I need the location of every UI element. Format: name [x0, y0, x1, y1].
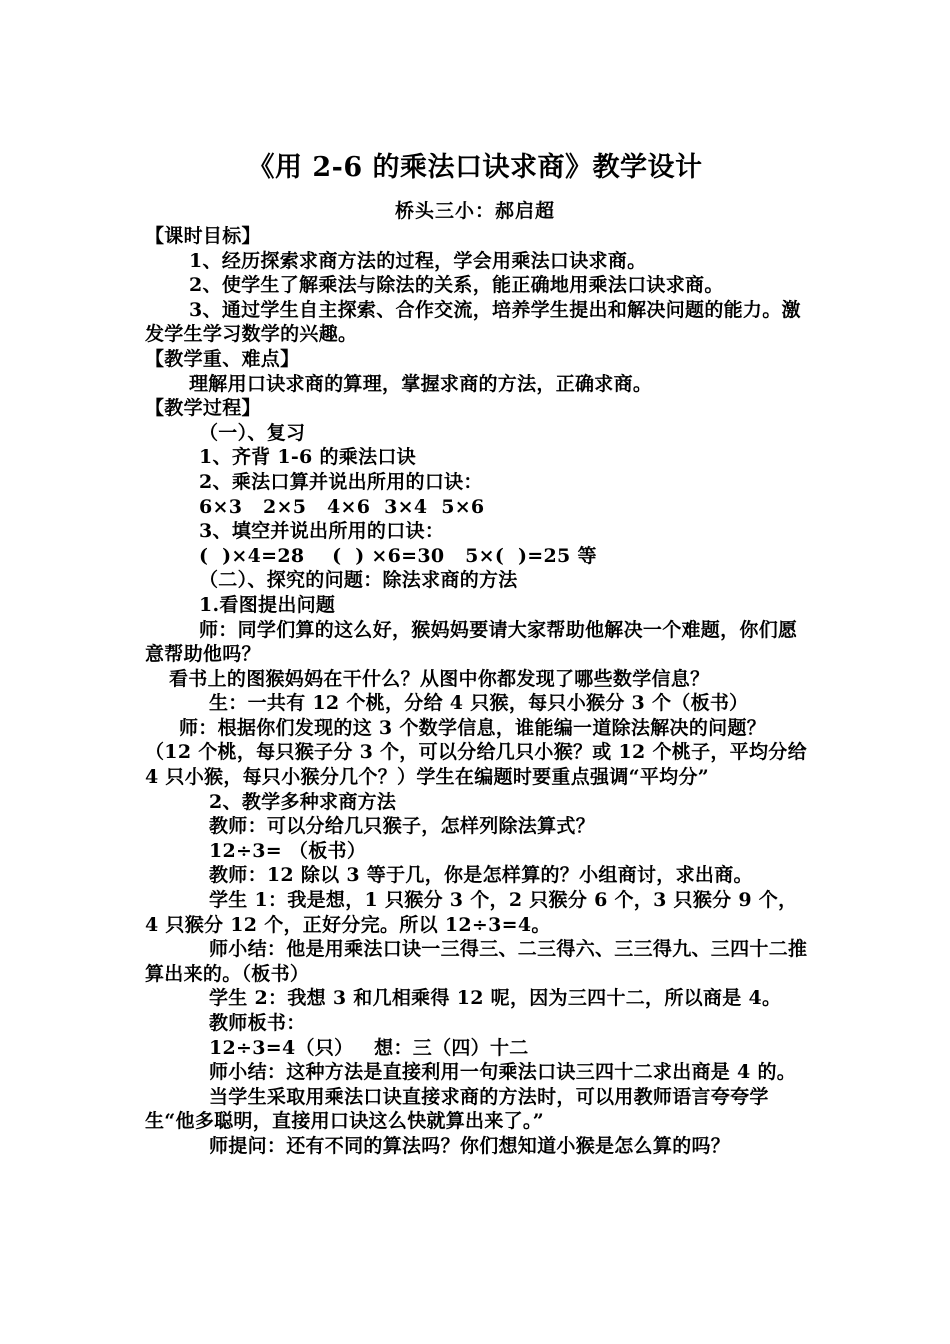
paragraph-student-1: 学生 1：我是想，1 只猴分 3 个，2 只猴分 6 个，3 只猴分 9 个，4 只猴分 12 个，正好分完。所以 12÷3=4。 — [145, 889, 798, 936]
paragraph-teacher-followup: 师提问：还有不同的算法吗？你们想知道小猴是怎么算的吗？ — [209, 1134, 731, 1157]
paragraph-teacher-division: 教师：可以分给几只猴子，怎样列除法算式？ — [209, 815, 596, 838]
section-header-keypoints: 【教学重、难点】 — [145, 347, 300, 370]
review-item-3-exercises: ( )×4=28 ( ) ×6=30 5×( )=25 等 — [199, 544, 597, 567]
paragraph-summary-2: 师小结：这种方法是直接利用一句乘法口诀三四十二求出商是 4 的。 — [209, 1061, 797, 1084]
goal-item-3: 3、通过学生自主探索、合作交流，培养学生提出和解决问题的能力。激发学生学习数学的兴趣。 — [145, 298, 801, 346]
explore-heading: （二）、探究的问题：除法求商的方法 — [199, 569, 518, 592]
keypoints-text: 理解用口诀求商的算理，掌握求商的方法，正确求商。 — [189, 372, 653, 395]
author-line: 桥头三小：郝启超 — [394, 200, 555, 222]
goal-item-2: 2、使学生了解乘法与除法的关系，能正确地用乘法口诀求商。 — [189, 274, 724, 297]
paragraph-board-expression: 12÷3= （板书） — [209, 839, 367, 862]
paragraph-teacher-question: 师：根据你们发现的这 3 个数学信息，谁能编一道除法解决的问题？（12 个桃，每只猴子分 3 个，可以分给几只小猴？或 12 个桃子，平均分给 4 只小猴，每只小猴分几个？）学生在编题时要重点强调“平均分” — [145, 716, 807, 789]
paragraph-praise: 当学生采取用乘法口诀直接求商的方法时，可以用教师语言夸夸学生“他多聪明，直接用口诀这么快就算出来了。” — [145, 1085, 769, 1133]
paragraph-board-result: 12÷3=4（只） 想：三（四）十二 — [209, 1036, 529, 1059]
explore-item-2: 2、教学多种求商方法 — [209, 790, 397, 813]
paragraph-student-answer: 生：一共有 12 个桃，分给 4 只猴，每只小猴分 3 个（板书） — [209, 692, 749, 715]
section-header-process: 【教学过程】 — [145, 397, 261, 420]
paragraph-student-2: 学生 2：我想 3 和几相乘得 12 呢，因为三四十二，所以商是 4。 — [209, 987, 782, 1010]
paragraph-summary-1: 师小结：他是用乘法口诀一三得三、二三得六、三三得九、三四十二推算出来的。（板书） — [145, 938, 808, 985]
review-item-1: 1、齐背 1-6 的乘法口诀 — [199, 446, 416, 469]
paragraph-look-picture: 看书上的图猴妈妈在干什么？从图中你都发现了哪些数学信息？ — [169, 667, 710, 690]
review-item-2-exercises: 6×3 2×5 4×6 3×4 5×6 — [199, 495, 485, 518]
paragraph-teacher-intro: 师：同学们算的这么好，猴妈妈要请大家帮助他解决一个难题，你们愿意帮助他吗？ — [145, 618, 798, 666]
review-item-3: 3、填空并说出所用的口诀： — [199, 520, 445, 543]
paragraph-teacher-discuss: 教师：12 除以 3 等于几，你是怎样算的？小组商讨，求出商。 — [209, 864, 753, 887]
document-title: 《用 2-6 的乘法口诀求商》教学设计 — [247, 152, 703, 183]
document-body — [145, 224, 810, 1159]
section-header-goals: 【课时目标】 — [145, 225, 261, 247]
goal-item-1: 1、经历探索求商方法的过程，学会用乘法口诀求商。 — [189, 249, 647, 272]
review-heading: （一）、复习 — [199, 421, 306, 444]
paragraph-board-label: 教师板书： — [209, 1012, 306, 1034]
review-item-2: 2、乘法口算并说出所用的口诀： — [199, 470, 483, 493]
explore-item-1: 1.看图提出问题 — [199, 593, 336, 616]
